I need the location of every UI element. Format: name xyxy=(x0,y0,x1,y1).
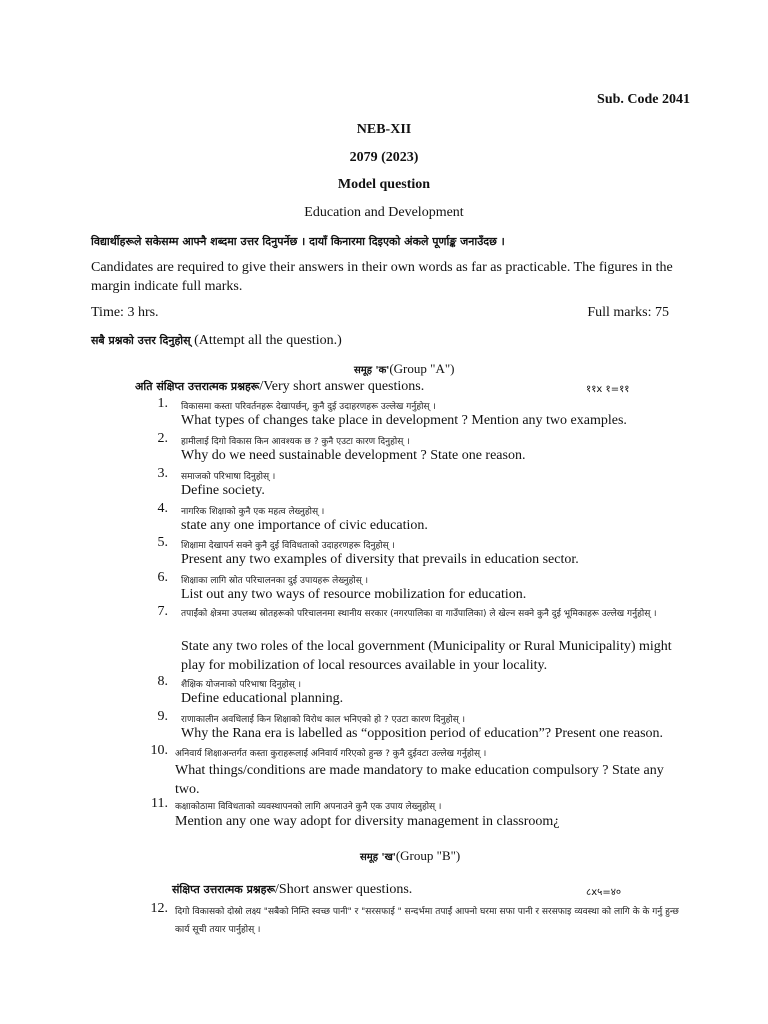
subject-code: Sub. Code 2041 xyxy=(597,92,690,107)
instructions-nepali: विद्यार्थीहरूले सकेसम्म आफ्नै शब्दमा उत्तर दिनुपर्नेछ । दायाँ किनारमा दिइएको अंकले पूर्णाङ्क जनाउँदछ । xyxy=(91,235,505,248)
question-number: 9. xyxy=(157,709,168,724)
full-marks: Full marks: 75 xyxy=(587,305,669,320)
question-number: 10. xyxy=(150,743,168,758)
question-nepali: अनिवार्य शिक्षाअन्तर्गत कस्ता कुराहरूलाई अनिवार्य गरिएको हुन्छ ? कुनै दुईवटा उल्लेख गर्नुहोस् । xyxy=(175,749,487,759)
group-b-english: (Group "B") xyxy=(395,848,461,863)
group-b-heading xyxy=(172,882,412,898)
question-number: 12. xyxy=(150,901,168,916)
question-nepali: विकासमा कस्ता परिवर्तनहरू देखापर्छन्, कुनै दुई उदाहरणहरू उल्लेख गर्नुहोस् । xyxy=(181,402,436,412)
board-name: NEB-XII xyxy=(356,122,412,137)
question-english: List out any two ways of resource mobilization for education. xyxy=(181,587,527,602)
question-number: 1. xyxy=(157,396,168,411)
question-nepali: राणाकालीन अवधिलाई किन शिक्षाको विरोध काल भनिएको हो ? एउटा कारण दिनुहोस् । xyxy=(181,715,466,725)
question-english: State any two roles of the local government (Municipality or Rural Municipality) might play for mobilization of local resources available in your locality. xyxy=(181,639,672,673)
attempt-nepali: सबै प्रश्नको उत्तर दिनुहोस् xyxy=(91,334,191,347)
exam-year: 2079 (2023) xyxy=(349,150,419,165)
question-nepali: तपाईंको क्षेत्रमा उपलब्ध स्रोतहरूको परिचालनमा स्थानीय सरकार (नगरपालिका वा गाउँपालिका) ले खेल्न सक्ने कुनै दुई भूमिकाहरू उल्लेख गर्नुहोस् । xyxy=(181,609,657,619)
group-b-heading-nepali: संक्षिप्त उत्तरात्मक प्रश्नहरू xyxy=(172,883,276,896)
attempt-english: (Attempt all the question.) xyxy=(190,333,342,348)
question-number: 2. xyxy=(157,431,168,446)
group-a-english: (Group "A") xyxy=(389,361,455,376)
subject-title: Education and Development xyxy=(304,205,464,220)
group-a-heading-nepali: अति संक्षिप्त उत्तरात्मक प्रश्नहरू xyxy=(135,380,260,393)
group-b-marks: ८x५=४० xyxy=(586,887,622,898)
question-nepali: समाजको परिभाषा दिनुहोस् । xyxy=(181,472,276,482)
question-nepali: कक्षाकोठामा विविधताको व्यवस्थापनको लागि अपनाउने कुनै एक उपाय लेख्नुहोस् । xyxy=(175,802,442,812)
group-b-nepali: समूह 'ख' xyxy=(360,852,396,863)
question-number: 5. xyxy=(157,535,168,550)
question-english: Present any two examples of diversity that prevails in education sector. xyxy=(181,552,579,567)
question-english: Define society. xyxy=(181,483,265,498)
question-english: Why do we need sustainable development ? State one reason. xyxy=(181,448,526,463)
question-nepali: शिक्षाका लागि स्रोत परिचालनका दुई उपायहरू लेख्नुहोस् । xyxy=(181,576,369,586)
question-english: Mention any one way adopt for diversity management in classroom¿ xyxy=(175,814,560,829)
question-english: Define educational planning. xyxy=(181,691,344,706)
question-nepali: शैक्षिक योजनाको परिभाषा दिनुहोस् । xyxy=(181,680,302,690)
group-a-nepali: समूह 'क' xyxy=(354,365,390,376)
question-number: 4. xyxy=(157,501,168,516)
question-nepali: दिगो विकासको दोस्रो लक्ष्य "सबैको निम्ति स्वच्छ पानी" र "सरसफाई " सन्दर्भमा तपाईं आफ्नो घरमा सफा पानी र सरसफाइ व्यवस्था को लागि के के गर्नु हुन्छ कार्य सूची तयार पार्नुहोस् । xyxy=(175,907,679,935)
time-allowed: Time: 3 hrs. xyxy=(91,305,159,320)
question-english: state any one importance of civic education. xyxy=(181,518,428,533)
attempt-instruction xyxy=(91,333,342,349)
question-nepali: शिक्षामा देखापर्न सक्ने कुनै दुई विविधताको उदाहरणहरू दिनुहोस् । xyxy=(181,541,395,551)
group-a-heading xyxy=(135,379,424,395)
question-number: 6. xyxy=(157,570,168,585)
instructions-english: Candidates are required to give their answers in their own words as far as practicable. The figures in the margin indicate full marks. xyxy=(91,260,673,294)
question-number: 7. xyxy=(157,604,168,619)
question-nepali: नागरिक शिक्षाको कुनै एक महत्व लेख्नुहोस् । xyxy=(181,507,325,517)
group-a-heading-english: /Very short answer questions. xyxy=(259,379,425,394)
question-number: 3. xyxy=(157,466,168,481)
question-nepali: हामीलाई दिगो विकास किन आवश्यक छ ? कुनै एउटा कारण दिनुहोस् । xyxy=(181,437,410,447)
question-english: Why the Rana era is labelled as “opposition period of education”? Present one reason. xyxy=(181,726,664,741)
group-a-marks: ११x १=११ xyxy=(586,384,630,395)
question-english: What types of changes take place in development ? Mention any two examples. xyxy=(181,413,627,428)
question-number: 8. xyxy=(157,674,168,689)
question-number: 11. xyxy=(151,796,168,811)
group-a-label xyxy=(354,361,454,377)
paper-type: Model question xyxy=(337,177,431,192)
group-b-label xyxy=(360,848,460,864)
question-english: What things/conditions are made mandatory to make education compulsory ? State any two. xyxy=(175,763,664,797)
group-b-heading-english: /Short answer questions. xyxy=(275,882,413,897)
